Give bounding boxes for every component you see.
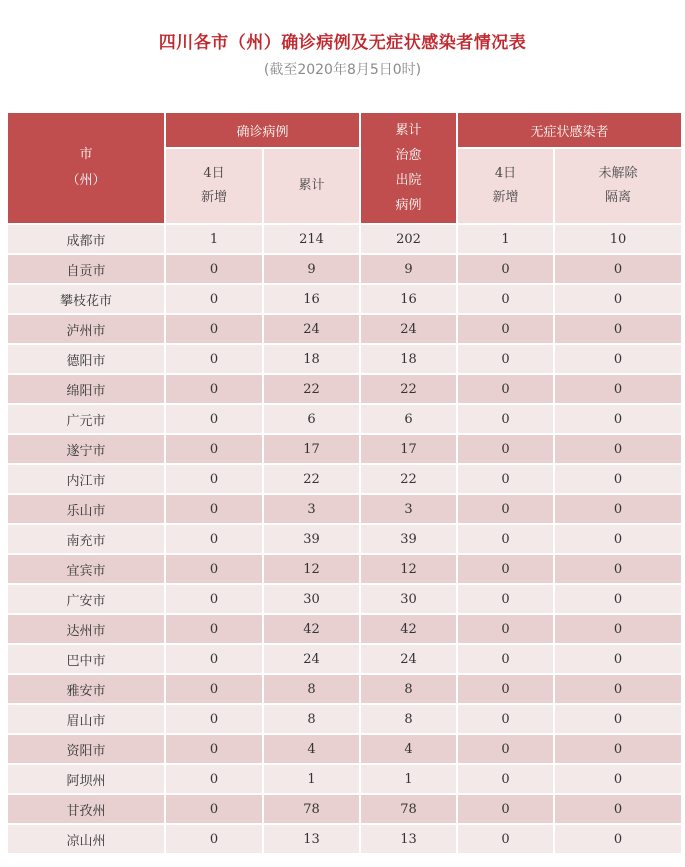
page-subtitle: (截至2020年8月5日0时)	[263, 62, 422, 78]
table-row	[7, 524, 682, 554]
cell-city: 成都市	[7, 224, 165, 254]
cell-asym-isolated: 0	[554, 284, 682, 314]
table-row	[7, 374, 682, 404]
cell-recovered: 42	[360, 614, 457, 644]
cell-asym-new: 0	[457, 824, 554, 854]
cell-total-confirmed: 1	[263, 764, 360, 794]
cell-new-confirmed: 0	[165, 704, 263, 734]
cell-recovered: 13	[360, 824, 457, 854]
table-header	[7, 112, 682, 224]
table-row	[7, 494, 682, 524]
cell-city: 绵阳市	[7, 374, 165, 404]
cell-recovered: 4	[360, 734, 457, 764]
cell-city: 凉山州	[7, 824, 165, 854]
cell-new-confirmed: 0	[165, 284, 263, 314]
cell-asym-isolated: 0	[554, 374, 682, 404]
cell-city: 资阳市	[7, 734, 165, 764]
table-row	[7, 314, 682, 344]
cell-asym-new: 1	[457, 224, 554, 254]
header-asymptomatic-group: 无症状感染者	[457, 112, 682, 148]
cell-asym-isolated: 0	[554, 464, 682, 494]
cell-city: 乐山市	[7, 494, 165, 524]
cell-total-confirmed: 17	[263, 434, 360, 464]
cell-asym-new: 0	[457, 284, 554, 314]
cell-total-confirmed: 12	[263, 554, 360, 584]
cell-asym-isolated: 0	[554, 614, 682, 644]
cell-city: 遂宁市	[7, 434, 165, 464]
header-unreleased-line: 隔离	[605, 190, 632, 205]
cell-total-confirmed: 78	[263, 794, 360, 824]
cell-recovered: 30	[360, 584, 457, 614]
cell-asym-new: 0	[457, 374, 554, 404]
table-row	[7, 764, 682, 794]
cell-asym-isolated: 0	[554, 344, 682, 374]
table-row	[7, 464, 682, 494]
header-new-asym-line: 新增	[492, 190, 519, 205]
cell-recovered: 78	[360, 794, 457, 824]
cell-new-confirmed: 0	[165, 374, 263, 404]
cell-asym-isolated: 0	[554, 674, 682, 704]
table-row	[7, 704, 682, 734]
cell-asym-new: 0	[457, 554, 554, 584]
page-title: 四川各市（州）确诊病例及无症状感染者情况表	[158, 33, 527, 53]
header-recovered	[360, 112, 457, 224]
header-recovered-line: 累计	[395, 123, 422, 138]
cell-asym-isolated: 0	[554, 644, 682, 674]
cell-asym-new: 0	[457, 584, 554, 614]
cell-recovered: 17	[360, 434, 457, 464]
cell-recovered: 6	[360, 404, 457, 434]
header-new-confirmed	[165, 148, 263, 224]
cell-recovered: 39	[360, 524, 457, 554]
cell-new-confirmed: 0	[165, 404, 263, 434]
cell-asym-new: 0	[457, 644, 554, 674]
cell-city: 攀枝花市	[7, 284, 165, 314]
table-row	[7, 344, 682, 374]
cell-asym-isolated: 0	[554, 524, 682, 554]
table-row	[7, 584, 682, 614]
header-recovered-line: 出院	[395, 173, 422, 188]
header-recovered-line: 病例	[395, 198, 422, 213]
cell-new-confirmed: 1	[165, 224, 263, 254]
cell-asym-isolated: 0	[554, 254, 682, 284]
cell-total-confirmed: 3	[263, 494, 360, 524]
cell-total-confirmed: 8	[263, 704, 360, 734]
cell-total-confirmed: 22	[263, 374, 360, 404]
cell-city: 内江市	[7, 464, 165, 494]
cell-new-confirmed: 0	[165, 584, 263, 614]
cell-recovered: 24	[360, 644, 457, 674]
cell-new-confirmed: 0	[165, 794, 263, 824]
cell-asym-isolated: 0	[554, 734, 682, 764]
cell-new-confirmed: 0	[165, 314, 263, 344]
header-city-line1: 市	[79, 147, 93, 162]
cell-asym-new: 0	[457, 314, 554, 344]
cell-recovered: 18	[360, 344, 457, 374]
cell-city: 广元市	[7, 404, 165, 434]
cell-asym-new: 0	[457, 404, 554, 434]
cell-recovered: 12	[360, 554, 457, 584]
cell-total-confirmed: 30	[263, 584, 360, 614]
cell-asym-isolated: 0	[554, 764, 682, 794]
cell-asym-new: 0	[457, 434, 554, 464]
table-row	[7, 614, 682, 644]
header-new-asym-line: 4日	[494, 166, 517, 181]
cell-city: 达州市	[7, 614, 165, 644]
cell-new-confirmed: 0	[165, 764, 263, 794]
table-row	[7, 404, 682, 434]
cell-asym-isolated: 0	[554, 434, 682, 464]
header-new-confirmed-line: 4日	[203, 166, 225, 181]
cell-new-confirmed: 0	[165, 644, 263, 674]
header-city-line2: （州）	[66, 173, 106, 188]
cell-asym-new: 0	[457, 614, 554, 644]
cell-recovered: 202	[360, 224, 457, 254]
cell-new-confirmed: 0	[165, 554, 263, 584]
cell-asym-new: 0	[457, 704, 554, 734]
cell-total-confirmed: 9	[263, 254, 360, 284]
cell-asym-new: 0	[457, 734, 554, 764]
cell-new-confirmed: 0	[165, 674, 263, 704]
cell-asym-new: 0	[457, 344, 554, 374]
cell-recovered: 9	[360, 254, 457, 284]
cell-city: 德阳市	[7, 344, 165, 374]
cell-asym-isolated: 0	[554, 494, 682, 524]
cell-recovered: 8	[360, 674, 457, 704]
cell-asym-new: 0	[457, 794, 554, 824]
cell-asym-new: 0	[457, 764, 554, 794]
cell-new-confirmed: 0	[165, 524, 263, 554]
cell-new-confirmed: 0	[165, 464, 263, 494]
cell-total-confirmed: 42	[263, 614, 360, 644]
cell-city: 泸州市	[7, 314, 165, 344]
cell-total-confirmed: 6	[263, 404, 360, 434]
table-row	[7, 674, 682, 704]
cell-total-confirmed: 8	[263, 674, 360, 704]
table-row	[7, 644, 682, 674]
covid-stats-table	[6, 111, 683, 855]
table-row	[7, 554, 682, 584]
cell-city: 巴中市	[7, 644, 165, 674]
cell-total-confirmed: 24	[263, 314, 360, 344]
table-row	[7, 824, 682, 854]
header-unreleased-line: 未解除	[598, 166, 638, 181]
table-row	[7, 734, 682, 764]
table-row	[7, 434, 682, 464]
cell-asym-isolated: 0	[554, 584, 682, 614]
cell-total-confirmed: 18	[263, 344, 360, 374]
cell-city: 南充市	[7, 524, 165, 554]
cell-asym-isolated: 0	[554, 554, 682, 584]
cell-recovered: 22	[360, 464, 457, 494]
cell-asym-isolated: 10	[554, 224, 682, 254]
cell-recovered: 22	[360, 374, 457, 404]
cell-new-confirmed: 0	[165, 824, 263, 854]
table-row	[7, 224, 682, 254]
header-city	[7, 112, 165, 224]
cell-new-confirmed: 0	[165, 254, 263, 284]
cell-asym-isolated: 0	[554, 404, 682, 434]
cell-recovered: 1	[360, 764, 457, 794]
header-new-asymptomatic	[457, 148, 554, 224]
cell-city: 雅安市	[7, 674, 165, 704]
cell-city: 阿坝州	[7, 764, 165, 794]
cell-total-confirmed: 13	[263, 824, 360, 854]
cell-total-confirmed: 214	[263, 224, 360, 254]
cell-asym-isolated: 0	[554, 794, 682, 824]
header-new-confirmed-line: 新增	[200, 190, 227, 205]
cell-asym-isolated: 0	[554, 824, 682, 854]
cell-new-confirmed: 0	[165, 344, 263, 374]
cell-city: 眉山市	[7, 704, 165, 734]
table-row	[7, 284, 682, 314]
table-row	[7, 794, 682, 824]
cell-total-confirmed: 39	[263, 524, 360, 554]
cell-asym-new: 0	[457, 254, 554, 284]
cell-asym-isolated: 0	[554, 704, 682, 734]
cell-new-confirmed: 0	[165, 614, 263, 644]
cell-asym-new: 0	[457, 524, 554, 554]
table-row	[7, 254, 682, 284]
cell-asym-isolated: 0	[554, 314, 682, 344]
cell-total-confirmed: 22	[263, 464, 360, 494]
cell-new-confirmed: 0	[165, 434, 263, 464]
header-unreleased-isolation	[554, 148, 682, 224]
cell-new-confirmed: 0	[165, 734, 263, 764]
cell-asym-new: 0	[457, 464, 554, 494]
cell-recovered: 24	[360, 314, 457, 344]
cell-city: 自贡市	[7, 254, 165, 284]
cell-city: 甘孜州	[7, 794, 165, 824]
header-confirmed-group: 确诊病例	[165, 112, 360, 148]
cell-recovered: 3	[360, 494, 457, 524]
cell-asym-new: 0	[457, 674, 554, 704]
cell-recovered: 16	[360, 284, 457, 314]
cell-new-confirmed: 0	[165, 494, 263, 524]
cell-city: 宜宾市	[7, 554, 165, 584]
header-recovered-line: 治愈	[395, 148, 422, 163]
cell-total-confirmed: 16	[263, 284, 360, 314]
cell-asym-new: 0	[457, 494, 554, 524]
cell-total-confirmed: 24	[263, 644, 360, 674]
table-body	[7, 224, 682, 854]
cell-city: 广安市	[7, 584, 165, 614]
cell-total-confirmed: 4	[263, 734, 360, 764]
header-cumulative: 累计	[263, 148, 360, 224]
cell-recovered: 8	[360, 704, 457, 734]
